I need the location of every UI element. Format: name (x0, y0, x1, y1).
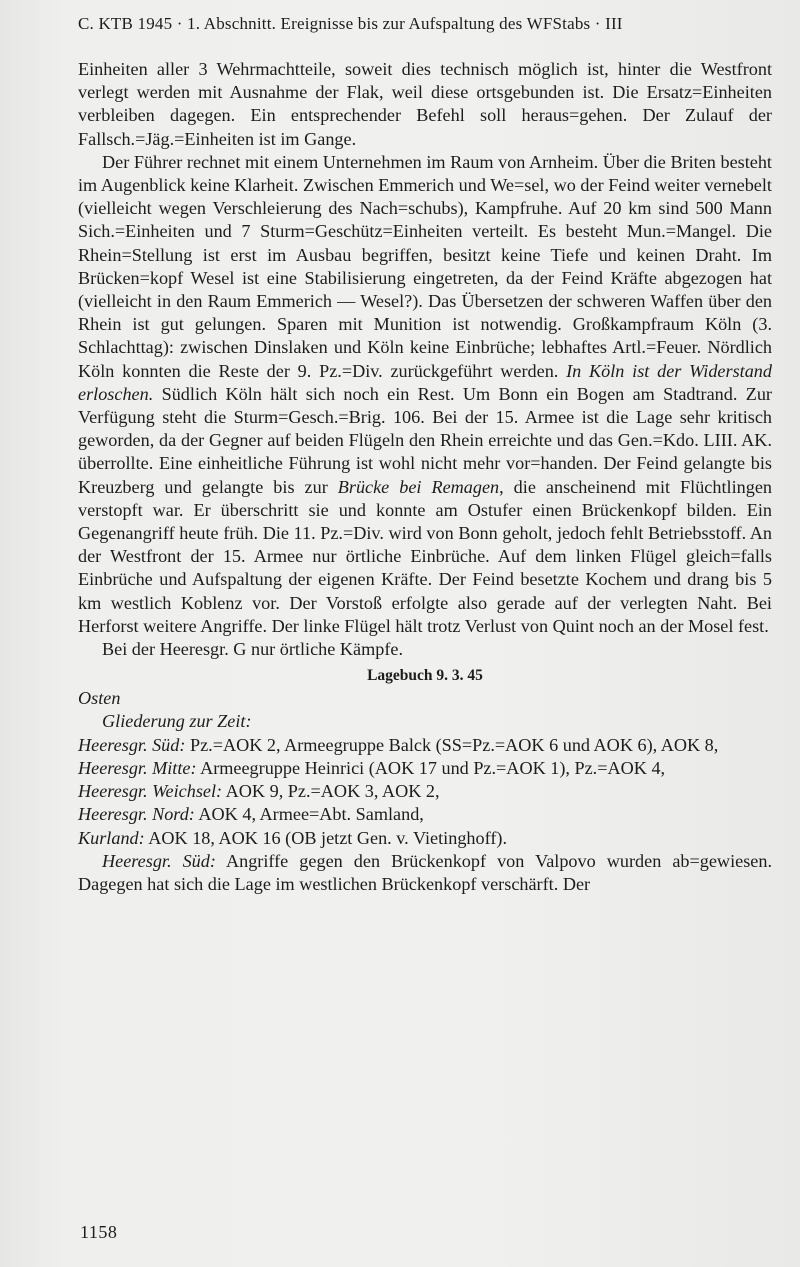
paragraph-3: Bei der Heeresgr. G nur örtliche Kämpfe. (102, 639, 403, 660)
army-group-line (78, 803, 772, 826)
entry-heading: Lagebuch 9. 3. 45 (367, 667, 483, 685)
paragraph-2 (78, 151, 772, 638)
army-group-text: AOK 9, Pz.=AOK 3, AOK 2, (222, 781, 440, 802)
body-text (78, 58, 772, 896)
final-paragraph-name: Heeresgr. Süd: (102, 850, 216, 871)
section-title: Osten (78, 688, 121, 709)
paragraph-2-italic-koeln: In Köln ist der Widerstand erloschen. (78, 360, 772, 404)
army-group-name: Kurland: (78, 827, 145, 848)
army-group-line (78, 757, 772, 780)
army-group-line (78, 780, 772, 803)
army-group-line (78, 827, 772, 850)
army-group-text: Pz.=AOK 2, Armeegruppe Balck (SS=Pz.=AOK 6 und AOK 6), AOK 8, (185, 734, 719, 755)
final-paragraph (78, 850, 772, 896)
paragraph-2-text-c: Südlich Köln hält sich noch ein Rest. Um Bonn ein Bogen am Stadtrand. Zur Verfügung steht die Sturm=Gesch.=Brig. 106. Bei der 15. Armee ist die Lage sehr kritisch geworden, da der Gegner auf beiden Flügeln den Rhein erreichte und das Gen.=Kdo. LIII. AK. überrollte. Eine einheitliche Führung ist wohl nicht mehr vor=handen. Der Feind gelangte bis Kreuzberg und gelangte bis zur (78, 383, 772, 497)
paragraph-2-italic-remagen: Brücke bei Remagen (337, 476, 500, 497)
army-group-text: AOK 18, AOK 16 (OB jetzt Gen. v. Vietinghoff). (144, 827, 507, 848)
army-group-text: AOK 4, Armee=Abt. Samland, (194, 804, 424, 825)
running-head: C. KTB 1945 · 1. Abschnitt. Ereignisse bis zur Aufspaltung des WFStabs · III (78, 14, 623, 33)
page-number: 1158 (80, 1222, 118, 1242)
army-group-text: Armeegruppe Heinrici (AOK 17 und Pz.=AOK 1), Pz.=AOK 4, (196, 757, 666, 778)
paragraph-2-text-e: , die anscheinend mit Flüchtlingen verstopft war. Er überschritt sie und konnte am Ostufer einen Brückenkopf bilden. Ein Gegenangriff heute früh. Die 11. Pz.=Div. wird von Bonn geholt, jedoch fehlt Betriebsstoff. An der Westfront der 15. Armee nur örtliche Einbrüche. Auf dem linken Flügel gleich=falls Einbrüche und Aufspaltung der eigenen Kräfte. Der Feind besetzte Kochem und drang bis 5 km westlich Koblenz vor. Der Vorstoß erfolgte also gerade auf der verlegten Naht. Bei Herforst weitere Angriffe. Der linke Flügel hält trotz Verlust von Quint noch an der Mosel fest. (78, 476, 772, 636)
gliederung-intro: Gliederung zur Zeit: (102, 711, 252, 732)
final-paragraph-text: Angriffe gegen den Brückenkopf von Valpovo wurden ab=gewiesen. Dagegen hat sich die Lage im westlichen Brückenkopf verschärft. Der (78, 850, 772, 894)
army-group-name: Heeresgr. Süd: (78, 734, 186, 755)
paragraph-2-text-a: Der Führer rechnet mit einem Unternehmen im Raum von Arnheim. Über die Briten besteht im Augenblick keine Klarheit. Zwischen Emmerich und We=sel, wo der Feind weiter vernebelt (vielleicht wegen Verschleierung des Nach=schubs), Kampfruhe. Auf 20 km sind 500 Mann Sich.=Einheiten und 7 Sturm=Geschütz=Einheiten verteilt. Es besteht Mun.=Mangel. Die Rhein=Stellung ist erst im Ausbau begriffen, besitzt keine Tiefe und keinen Draht. Im Brücken=kopf Wesel ist eine Stabilisierung eingetreten, da der Feind Kräfte abgezogen hat (vielleicht in den Raum Emmerich — Wesel?). Das Übersetzen der schweren Waffen über den Rhein ist gut gelungen. Sparen mit Munition ist notwendig. Großkampfraum Köln (3. Schlachttag): zwischen Dinslaken und Köln keine Einbrüche; lebhaftes Artl.=Feuer. Nördlich Köln konnten die Reste der 9. Pz.=Div. zurückgeführt werden. (78, 151, 772, 381)
army-group-name: Heeresgr. Nord: (78, 804, 195, 825)
paragraph-1: Einheiten aller 3 Wehrmachtteile, soweit dies technisch möglich ist, hinter die Westfront verlegt werden mit Ausnahme der Flak, weil diese ortsgebunden ist. Die Ersatz=Einheiten verbleiben dagegen. Ein entsprechender Befehl soll heraus=gehen. Der Zulauf der Fallsch.=Jäg.=Einheiten ist im Gange. (78, 59, 772, 149)
army-group-name: Heeresgr. Mitte: (78, 757, 197, 778)
army-group-line (78, 734, 772, 757)
army-group-name: Heeresgr. Weichsel: (78, 781, 223, 802)
